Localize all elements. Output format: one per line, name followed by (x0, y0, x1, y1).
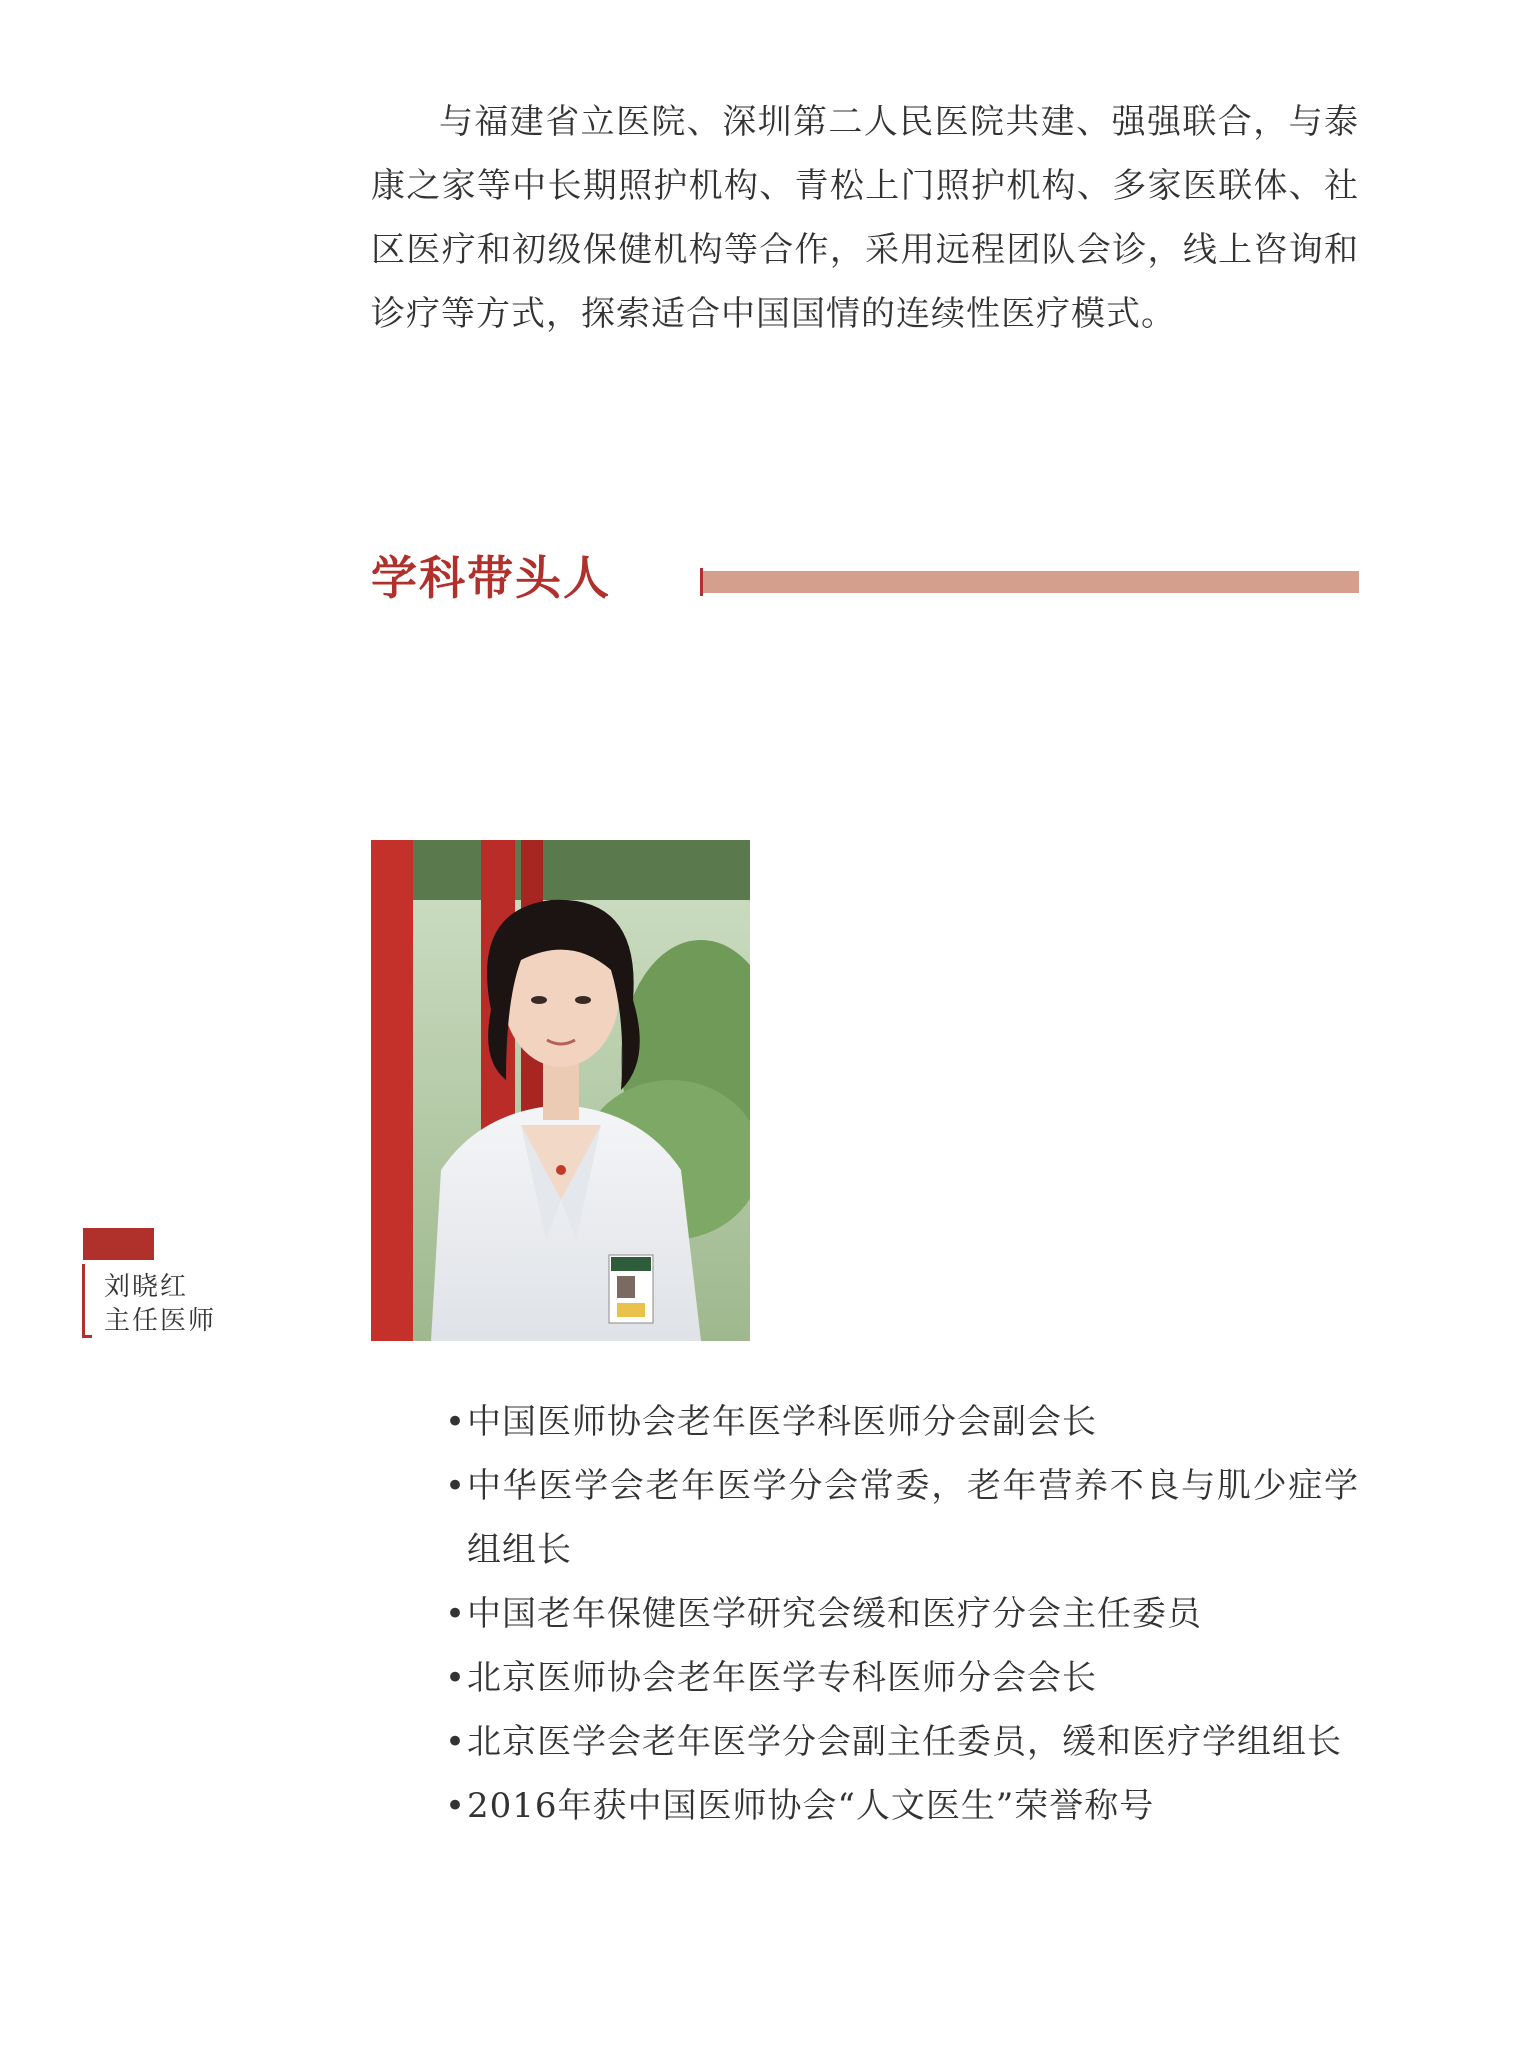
bullet-icon: • (445, 1466, 467, 1506)
intro-paragraph: 与福建省立医院、深圳第二人民医院共建、强强联合，与泰康之家等中长期照护机构、青松上门照护机构、多家医联体、社区医疗和初级保健机构等合作，采用远程团队会诊，线上咨询和诊疗等方式，探索适合中国国情的连续性医疗模式。 (371, 102, 1359, 334)
bio-list (445, 1390, 1359, 1838)
doctor-name: 刘晓红 (104, 1272, 189, 1302)
bio-item: • 北京医学会老年医学分会副主任委员，缓和医疗学组组长 (445, 1710, 1359, 1774)
doctor-caption (104, 1270, 216, 1338)
bio-item: • 中国医师协会老年医学科医师分会副会长 (445, 1390, 1359, 1454)
name-accent-tab (83, 1228, 154, 1260)
bullet-icon: • (445, 1594, 467, 1634)
bullet-icon: • (445, 1786, 467, 1826)
bullet-icon: • (445, 1658, 467, 1698)
bio-item: • 中华医学会老年医学分会常委，老年营养不良与肌少症学组组长 (445, 1454, 1359, 1582)
bio-item: • 2016年获中国医师协会“人文医生”荣誉称号 (445, 1774, 1359, 1838)
section-title-bar-tick (700, 568, 703, 596)
bullet-icon: • (445, 1402, 467, 1442)
doctor-role: 主任医师 (104, 1306, 217, 1336)
bullet-icon: • (445, 1722, 467, 1762)
portrait-illustration (371, 840, 750, 1341)
doctor-portrait (371, 840, 750, 1341)
name-accent-line (82, 1264, 85, 1338)
name-accent-foot (82, 1335, 92, 1338)
section-title: 学科带头人 (371, 551, 611, 605)
bio-item: • 中国老年保健医学研究会缓和医疗分会主任委员 (445, 1582, 1359, 1646)
section-title-bar (700, 571, 1359, 593)
bio-item: • 北京医师协会老年医学专科医师分会会长 (445, 1646, 1359, 1710)
